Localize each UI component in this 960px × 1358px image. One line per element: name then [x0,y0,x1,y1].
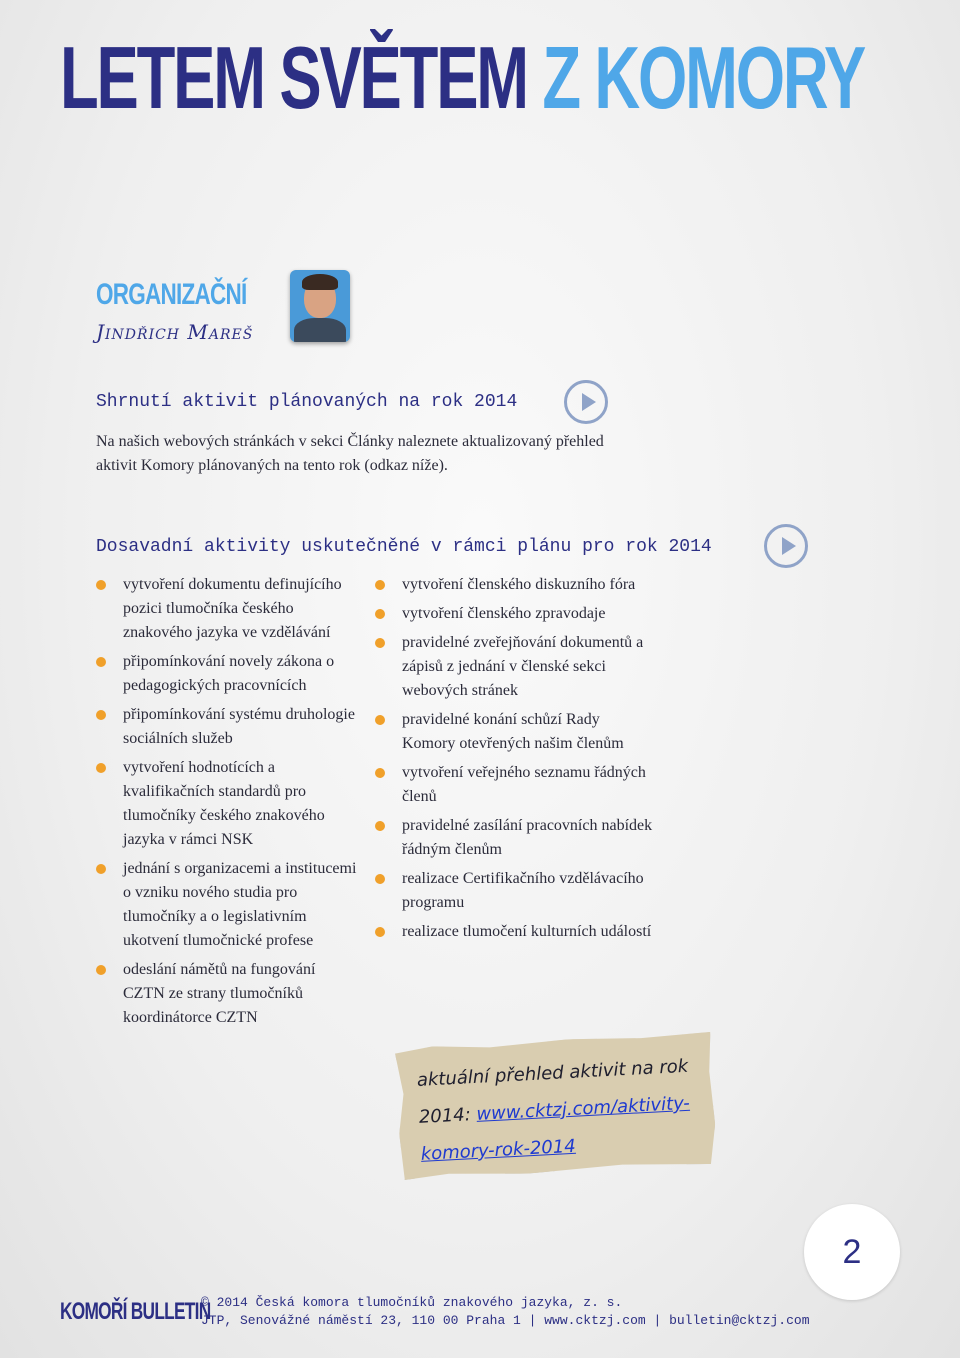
author-avatar [290,270,350,342]
intro-paragraph: Na našich webových stránkách v sekci Články naleznete aktualizovaný přehled aktivit Komory plánovaných na tento rok (odkaz níže). [96,433,604,474]
list-item: pravidelné zasílání pracovních nabídek řádným členům [375,814,655,862]
bullet-icon [375,821,385,831]
bullet-icon [96,864,106,874]
note-text [416,1046,721,1173]
list-item: vytvoření hodnotících a kvalifikačních standardů pro tlumočníky českého znakového jazyka v rámci NSK [96,756,361,852]
page-title [60,28,865,127]
play-icon[interactable] [564,380,608,424]
bullet-icon [375,580,385,590]
author-name: Jindřich Mareš [96,320,254,344]
bulletin-logo: KOMOŘÍ BULLETIN [60,1298,211,1325]
bullet-icon [375,768,385,778]
list-item: realizace tlumočení kulturních událostí [375,920,655,944]
bullet-icon [96,763,106,773]
title-dark: LETEM SVĚTEM [60,28,527,127]
activity-list-right [375,573,655,949]
list-item: vytvoření členského zpravodaje [375,602,655,626]
list-item: vytvoření dokumentu definujícího pozici tlumočníka českého znakového jazyka ve vzdělávání [96,573,361,645]
list-item: odeslání námětů na fungování CZTN ze strany tlumočníků koordinátorce CZTN [96,958,361,1030]
bullet-icon [96,580,106,590]
list-item: pravidelné zveřejňování dokumentů a zápisů z jednání v členské sekci webových stránek [375,631,655,703]
list-item: připomínkování novely zákona o pedagogických pracovnících [96,650,361,698]
bullet-icon [96,657,106,667]
list-item: jednání s organizacemi a institucemi o vzniku nového studia pro tlumočníky a o legislativním ukotvení tlumočnické profese [96,857,361,953]
bullet-icon [375,874,385,884]
note-link[interactable]: www.cktzj.com/aktivity-komory-rok-2014 [420,1092,691,1165]
list-item: vytvoření členského diskuzního fóra [375,573,655,597]
bullet-icon [375,715,385,725]
heading-summary: Shrnutí aktivit plánovaných na rok 2014 [96,392,518,412]
bullet-icon [96,965,106,975]
list-item: připomínkování systému druhologie sociálních služeb [96,703,361,751]
heading-activities: Dosavadní aktivity uskutečněné v rámci plánu pro rok 2014 [96,537,712,557]
list-item: realizace Certifikačního vzdělávacího programu [375,867,655,915]
footer-copyright: © 2014 Česká komora tlumočníků znakového jazyka, z. s. [201,1295,623,1310]
page-number: 2 [804,1204,900,1300]
bullet-icon [375,609,385,619]
bullet-icon [375,638,385,648]
list-item: pravidelné konání schůzí Rady Komory otevřených našim členům [375,708,655,756]
activity-list-left [96,573,361,1035]
note-label: aktuální přehled aktivit na rok 2014: [416,1055,689,1128]
list-item: vytvoření veřejného seznamu řádných členů [375,761,655,809]
title-light: Z KOMORY [542,28,865,127]
bullet-icon [96,710,106,720]
play-icon[interactable] [764,524,808,568]
footer-contact: JTP, Senovážné náměstí 23, 110 00 Praha 1 | www.cktzj.com | bulletin@cktzj.com [201,1313,810,1328]
footer [201,1294,810,1330]
bullet-icon [375,927,385,937]
section-tag: ORGANIZAČNÍ [96,278,247,311]
